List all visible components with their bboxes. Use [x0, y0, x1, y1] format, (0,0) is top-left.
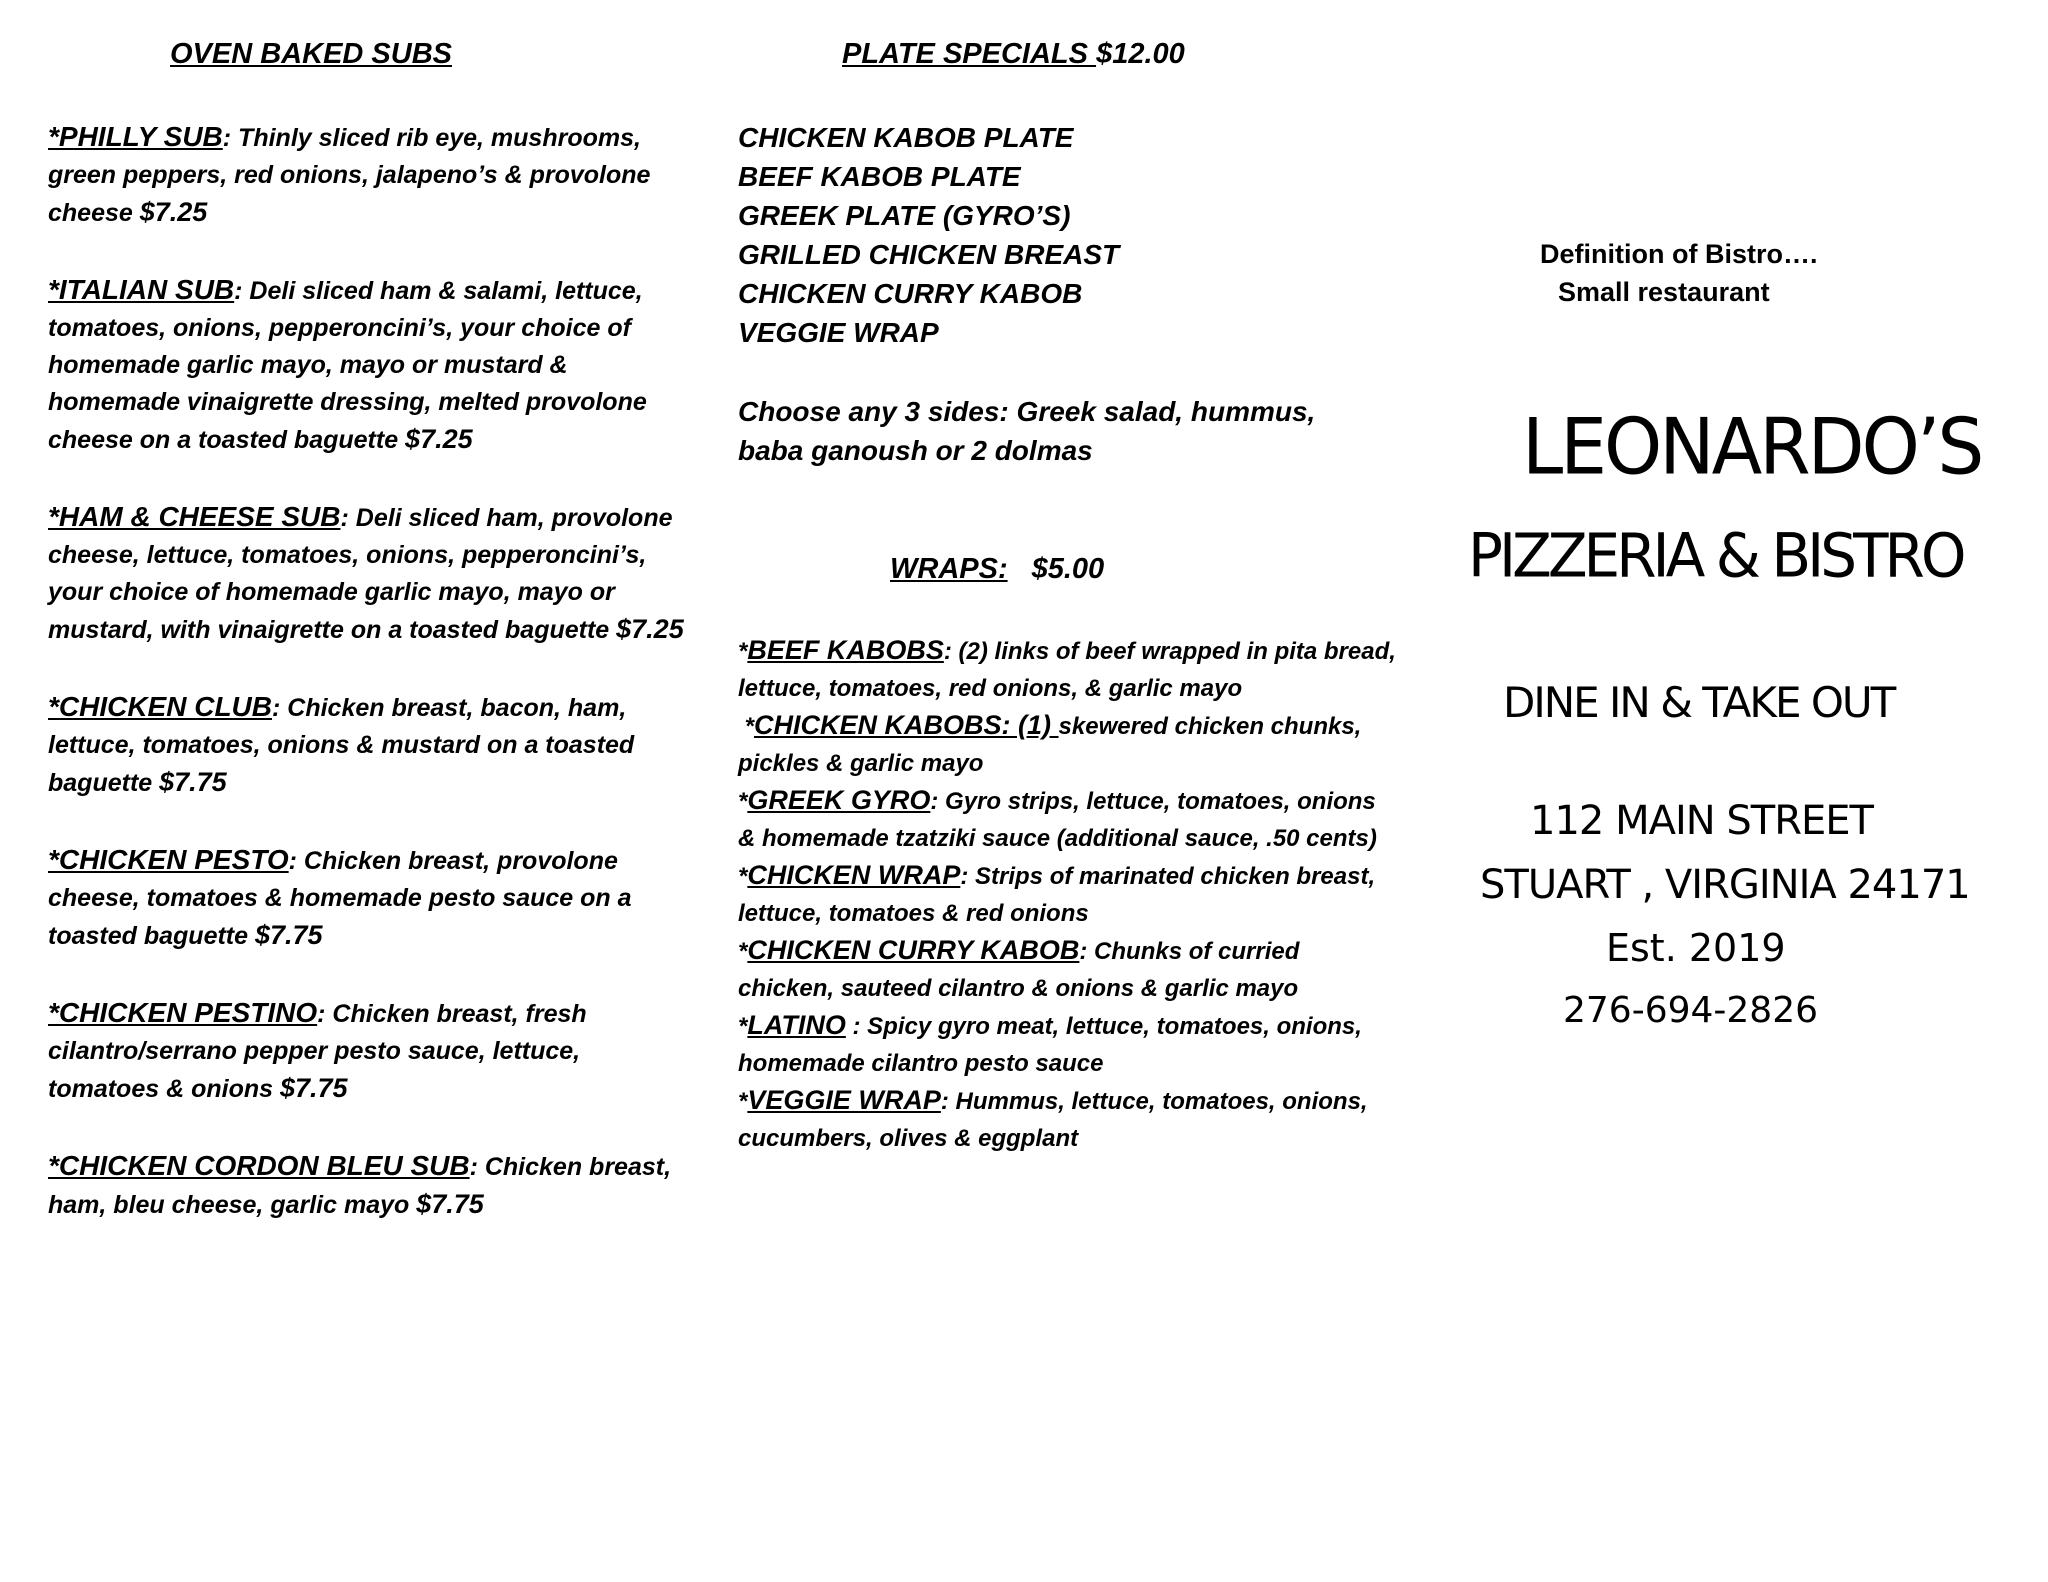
wraps-title-text: WRAPS:	[890, 553, 1008, 585]
definition-line1: Definition of Bistro….	[1540, 239, 1818, 269]
address-street: 112 MAIN STREET	[1530, 798, 1873, 844]
wrap-name: GREEK GYRO	[747, 785, 931, 815]
sub-item	[48, 498, 698, 649]
definition-line2: Small restaurant	[1558, 277, 1770, 307]
subs-list	[48, 118, 698, 1263]
plate-item: GREEK PLATE (GYRO’S)	[738, 200, 1071, 231]
sub-desc: Deli sliced ham, provolone cheese, lettuce, tomatoes, onions, pepperoncini’s, your choice of homemade garlic mayo, mayo or mustard, with vinaigrette on a toasted baguette	[48, 504, 673, 644]
sub-desc: Thinly sliced rib eye, mushrooms, green peppers, red onions, jalapeno’s & provolone cheese	[48, 124, 651, 227]
sub-item	[48, 1147, 698, 1224]
sub-desc: Deli sliced ham & salami, lettuce, tomatoes, onions, pepperoncini’s, your choice of homemade garlic mayo, mayo or mustard & homemade vinaigrette dressing, melted provolone cheese on a toasted baguette	[48, 277, 647, 454]
sub-price: $7.25	[405, 424, 473, 454]
wrap-prefix: *	[738, 638, 748, 665]
sub-sep: :	[222, 124, 232, 152]
sub-sep: :	[469, 1153, 478, 1181]
wrap-name: CHICKEN KABOBS: (1)	[754, 710, 1059, 740]
sub-item	[48, 841, 698, 955]
address-city: STUART , VIRGINIA 24171	[1480, 862, 1970, 908]
plates-section-title	[842, 38, 1185, 71]
sub-name: *CHICKEN CLUB	[48, 691, 272, 722]
wrap-name: BEEF KABOBS	[747, 635, 944, 665]
sub-name: *CHICKEN PESTINO	[48, 997, 318, 1028]
sub-name: *CHICKEN PESTO	[48, 844, 289, 875]
sub-name: *HAM & CHEESE SUB	[48, 501, 341, 532]
sub-sep: :	[272, 694, 281, 722]
wrap-desc: : Gyro strips, lettuce, tomatoes, onions & homemade tzatziki sauce (additional sauce, .50 cents)	[738, 788, 1377, 852]
sub-sep: :	[340, 504, 349, 532]
wrap-item	[738, 1082, 1398, 1157]
wrap-name: LATINO	[747, 1010, 846, 1040]
wrap-name: VEGGIE WRAP	[747, 1085, 941, 1115]
sub-name: *PHILLY SUB	[48, 121, 223, 152]
service-text: DINE IN & TAKE OUT	[1503, 678, 1895, 727]
established-year: Est. 2019	[1606, 926, 1786, 970]
plate-item: CHICKEN KABOB PLATE	[738, 122, 1074, 153]
sub-name: *ITALIAN SUB	[48, 274, 235, 305]
wrap-prefix: *	[738, 1013, 748, 1040]
wrap-desc: : Hummus, lettuce, tomatoes, onions, cucumbers, olives & eggplant	[738, 1088, 1368, 1152]
sub-price: $7.75	[254, 920, 323, 950]
sub-sep: :	[288, 847, 297, 875]
sub-sep: :	[234, 277, 243, 305]
wrap-item	[738, 632, 1398, 707]
sub-price: $7.25	[616, 614, 684, 644]
sub-price: $7.25	[139, 197, 208, 227]
wrap-prefix: *	[738, 938, 748, 965]
brand-name: LEONARDO’S	[1522, 402, 1982, 493]
plates-sides-note: Choose any 3 sides: Greek salad, hummus, baba ganoush or 2 dolmas	[738, 396, 1316, 466]
wrap-desc: : Chunks of curried chicken, sauteed cilantro & onions & garlic mayo	[738, 938, 1300, 1002]
subs-section-title: OVEN BAKED SUBS	[170, 38, 452, 70]
wrap-prefix: *	[738, 788, 748, 815]
phone-number: 276-694-2826	[1563, 990, 1819, 1031]
sub-item	[48, 994, 698, 1108]
wrap-item	[738, 932, 1398, 1007]
sub-price: $7.75	[159, 767, 227, 797]
plates-price: $12.00	[1096, 38, 1185, 70]
plate-item: CHICKEN CURRY KABOB	[738, 278, 1083, 309]
wrap-item	[738, 782, 1398, 857]
sub-price: $7.75	[279, 1073, 348, 1103]
plates-title-text: PLATE SPECIALS	[842, 38, 1097, 70]
wrap-desc: : (2) links of beef wrapped in pita bread, lettuce, tomatoes, red onions, & garlic mayo	[738, 638, 1396, 702]
sub-sep: :	[317, 1000, 326, 1028]
sub-name: *CHICKEN CORDON BLEU SUB	[48, 1150, 470, 1181]
wrap-prefix: *	[738, 713, 755, 740]
sub-desc: Chicken breast, bacon, ham, lettuce, tomatoes, onions & mustard on a toasted baguette	[48, 694, 635, 797]
wraps-list	[738, 632, 1398, 1157]
sub-price: $7.75	[416, 1189, 484, 1219]
sub-desc: Chicken breast, ham, bleu cheese, garlic mayo	[48, 1153, 672, 1219]
sub-desc: Chicken breast, provolone cheese, tomatoes & homemade pesto sauce on a toasted baguette	[48, 847, 632, 950]
sub-item	[48, 271, 698, 459]
bistro-definition	[1540, 235, 1940, 311]
wrap-desc: : Strips of marinated chicken breast, lettuce, tomatoes & red onions	[738, 863, 1376, 927]
plate-item: BEEF KABOB PLATE	[738, 161, 1021, 192]
plates-list	[738, 118, 1388, 352]
wrap-name: CHICKEN CURRY KABOB	[747, 935, 1080, 965]
wraps-section-title	[890, 553, 1104, 586]
brand-subtitle: PIZZERIA & BISTRO	[1468, 520, 1963, 592]
wrap-desc: skewered chicken chunks, pickles & garlic mayo	[738, 713, 1362, 777]
wrap-desc: : Spicy gyro meat, lettuce, tomatoes, onions, homemade cilantro pesto sauce	[738, 1013, 1362, 1077]
wraps-price: $5.00	[1031, 553, 1105, 585]
wrap-prefix: *	[738, 1088, 748, 1115]
wrap-item	[738, 707, 1398, 782]
wrap-prefix: *	[738, 863, 748, 890]
sub-item	[48, 688, 698, 802]
sub-item	[48, 118, 698, 232]
plate-item: GRILLED CHICKEN BREAST	[738, 239, 1120, 270]
wrap-name: CHICKEN WRAP	[747, 860, 961, 890]
plate-item: VEGGIE WRAP	[738, 317, 939, 348]
wrap-item	[738, 1007, 1398, 1082]
wrap-item	[738, 857, 1398, 932]
sub-desc: Chicken breast, fresh cilantro/serrano pepper pesto sauce, lettuce, tomatoes & onions	[48, 1000, 587, 1103]
